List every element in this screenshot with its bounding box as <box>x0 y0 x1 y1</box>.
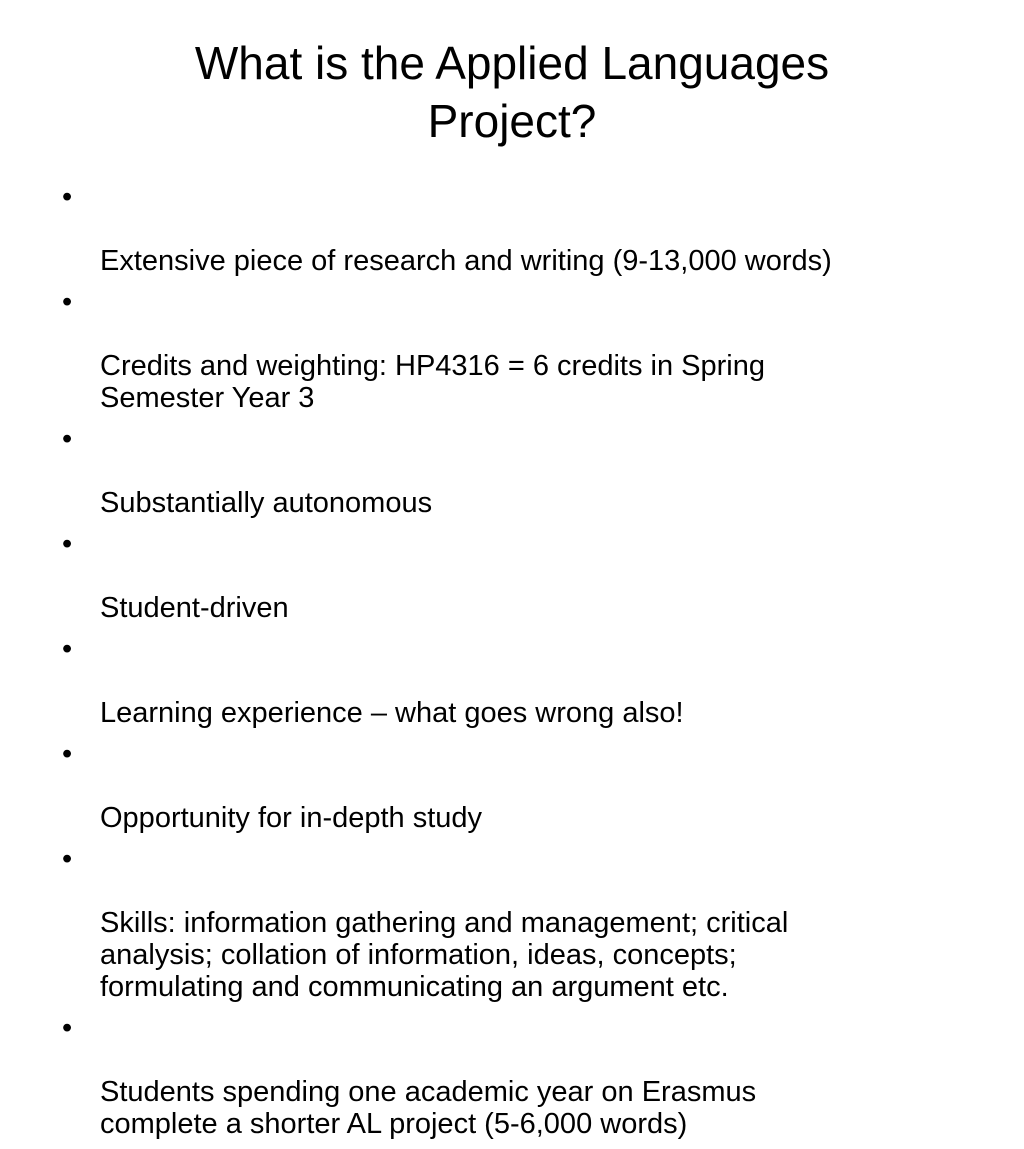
bullet-item <box>62 528 982 624</box>
bullet-item <box>62 286 982 414</box>
bullet-list <box>62 181 982 1149</box>
bullet-item <box>62 633 982 729</box>
bullet-text: Learning experience – what goes wrong also! <box>100 697 684 729</box>
bullet-text: Students spending one academic year on Erasmus complete a shorter AL project (5-6,000 words) <box>100 1076 757 1140</box>
bullet-item <box>62 1012 982 1140</box>
bullet-mark: • <box>62 181 73 213</box>
bullet-text: Substantially autonomous <box>100 487 433 519</box>
bullet-item <box>62 423 982 519</box>
bullet-mark: • <box>62 1012 73 1044</box>
bullet-text: Credits and weighting: HP4316 = 6 credits in Spring Semester Year 3 <box>100 350 765 414</box>
bullet-mark: • <box>62 286 73 318</box>
bullet-text: Extensive piece of research and writing (9-13,000 words) <box>100 245 832 277</box>
slide-title: What is the Applied Languages Project? <box>194 37 830 147</box>
bullet-mark: • <box>62 528 73 560</box>
bullet-item <box>62 738 982 834</box>
bullet-mark: • <box>62 843 73 875</box>
bullet-text: Skills: information gathering and management; critical analysis; collation of information, ideas, concepts; formulating and communicating an argument etc. <box>100 907 789 1003</box>
bullet-mark: • <box>62 738 73 770</box>
bullet-mark: • <box>62 423 73 455</box>
bullet-item <box>62 181 982 277</box>
bullet-text: Opportunity for in-depth study <box>100 802 483 834</box>
bullet-item <box>62 843 982 1003</box>
bullet-mark: • <box>62 633 73 665</box>
bullet-text: Student-driven <box>100 592 289 624</box>
